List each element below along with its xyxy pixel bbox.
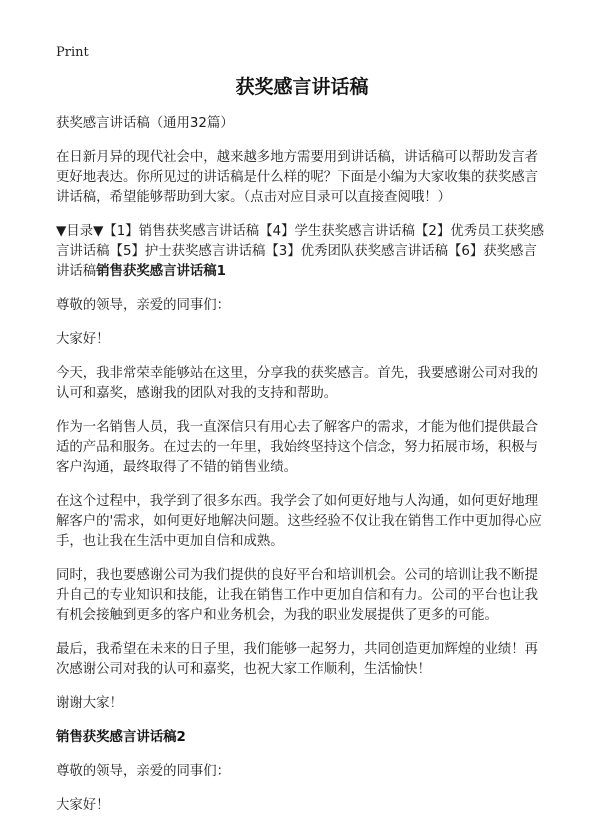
section-heading-2: 销售获奖感言讲话稿2: [56, 730, 186, 745]
document-subtitle: 获奖感言讲话稿（通用32篇）: [56, 116, 234, 131]
hello-1: 大家好！: [56, 332, 110, 347]
toc-section-heading: 销售获奖感言讲话稿1: [96, 264, 227, 279]
body-paragraph: 在这个过程中，我学到了很多东西。我学会了如何更好地与人沟通，如何更好地理解客户的'需求，如何更好地解决问题。这些经验不仅让我在销售工作中更加得心应手，也让我在生活中更加自信和成熟。: [56, 494, 542, 549]
body-paragraph: 今天，我非常荣幸能够站在这里，分享我的获奖感言。首先，我要感谢公司对我的认可和嘉奖，感谢我的团队对我的支持和帮助。: [56, 366, 539, 401]
body-paragraph: 同时，我也要感谢公司为我们提供的良好平台和培训机会。公司的培训让我不断提升自己的专业知识和技能，让我在销售工作中更加自信和有力。公司的平台也让我有机会接触到更多的客户和业务机会，为我的职业发展提供了更多的可能。: [56, 568, 539, 623]
toc-links[interactable]: ▼目录▼【1】销售获奖感言讲话稿【4】学生获奖感言讲话稿【2】优秀员工获奖感言讲话稿【5】护士获奖感言讲话稿【3】优秀团队获奖感言讲话稿【6】获奖感言讲话稿: [56, 224, 545, 279]
page-title: 获奖感言讲话稿: [235, 76, 369, 98]
table-of-contents: [56, 222, 548, 282]
intro-paragraph: 在日新月异的现代社会中，越来越多地方需要用到讲话稿，讲话稿可以帮助发言者更好地表达。你所见过的讲话稿是什么样的呢？下面是小编为大家收集的获奖感言讲话稿，希望能够帮助到大家。（点击对应目录可以直接查阅哦！）: [56, 150, 539, 205]
greeting-2: 尊敬的领导，亲爱的同事们：: [56, 764, 231, 779]
body-paragraph: 最后，我希望在未来的日子里，我们能够一起努力，共同创造更加辉煌的业绩！再次感谢公司对我的认可和嘉奖，也祝大家工作顺利，生活愉快！: [56, 642, 539, 677]
thanks-1: 谢谢大家！: [56, 696, 123, 711]
print-label[interactable]: Print: [56, 45, 89, 60]
hello-2: 大家好！: [56, 798, 110, 813]
greeting-1: 尊敬的领导，亲爱的同事们：: [56, 298, 231, 313]
body-paragraph: 作为一名销售人员，我一直深信只有用心去了解客户的需求，才能为他们提供最合适的产品和服务。在过去的一年里，我始终坚持这个信念，努力拓展市场，积极与客户沟通，最终取得了不错的销售业绩。: [56, 420, 539, 475]
